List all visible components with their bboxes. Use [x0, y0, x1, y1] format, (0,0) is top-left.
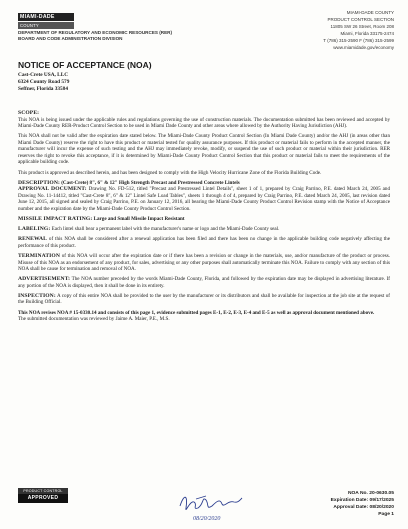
- office-line: Miami, Florida 33175-2474: [340, 31, 394, 36]
- reviewed-text: The submitted documentation was reviewed by Jaime A. Maier, P.E., M.S.: [18, 316, 170, 323]
- revises-paragraph: [18, 310, 390, 323]
- document-body: [18, 110, 390, 326]
- inspection-text: A copy of this entire NOA shall be provided to the user by the manufacturer or its distributors and shall be available for inspection at the job site at the request of the Building Official.: [18, 292, 390, 306]
- miami-dade-logo: [18, 13, 74, 29]
- department-line-1: DEPARTMENT OF REGULATORY AND ECONOMIC RESOURCES (RER): [18, 30, 172, 35]
- seal-line-2: APPROVED: [18, 494, 68, 503]
- approval-date: Approval Date: 08/20/2020: [333, 505, 394, 510]
- revises-text: This NOA revises NOA # 15-0330.14 and consists of this page 1, evidence submitted pages E-1, E-2, E-3, E-4 and E-5 as well as approval document mentioned above.: [18, 309, 375, 316]
- logo-line-1: MIAMI-DADE: [18, 13, 74, 21]
- advertisement-paragraph: [18, 276, 390, 289]
- addressee-line: 6324 County Road 579: [18, 79, 70, 85]
- department-line-2: BOARD AND CODE ADMINISTRATION DIVISION: [18, 36, 123, 41]
- labeling-text: Each lintel shall bear a permanent label with the manufacturer's name or logo and the Miami-Dade County seal.: [51, 226, 280, 233]
- renewal-label: RENEWAL: [18, 236, 47, 243]
- approval-document-text: Drawing No. FD-512, titled "Precast and Prestressed Lintel Details", sheet 1 of 1, prepared by Craig Parrino, P.E. dated March 24, 2005 and Drawing No. 11-14412, titled "Cast-Crete 8", 6" & 12" Lintel Safe Load Tables", sheets 1 through 4 of 4, prepared by Craig Parrino, P.E. dated March 24, 2005, last revision dated June 12, 2015, all signed and sealed by Craig Parrino, P.E. on January 12, 2016, all bearing the Miami-Dade County Product Control Revision stamp with the Notice of Acceptance number and the expiration date by the Miami-Dade County Product Control Section.: [18, 186, 390, 212]
- office-line: T (786) 315-2590 F (786) 315-2599: [323, 38, 394, 43]
- scope-paragraph: [18, 110, 390, 130]
- renewal-paragraph: [18, 236, 390, 249]
- office-line: 11805 SW 26 Street, Room 208: [330, 24, 394, 29]
- renewal-text: of this NOA shall be considered after a renewal application has been filed and there has been no change in the applicable building code negatively affecting the performance of this product.: [18, 236, 390, 249]
- labeling-label: LABELING:: [18, 226, 51, 233]
- noa-number: NOA No. 20-0630.05: [347, 491, 394, 496]
- scope-text: This NOA is being issued under the applicable rules and regulations governing the use of construction materials. The documentation submitted has been reviewed and accepted by Miami-Dade County RER-Product Control Section to be used in Miami Dade County and other areas where allowed by the Authority Having Jurisdiction (AHJ).: [18, 116, 390, 130]
- approval-paragraph: This product is approved as described herein, and has been designed to comply with the High Velocity Hurricane Zone of the Florida Building Code.: [18, 169, 322, 176]
- seal-line-1: PRODUCT CONTROL: [18, 488, 68, 494]
- noa-number-block: [331, 490, 394, 518]
- page-number: Page 1: [378, 512, 394, 517]
- inspection-paragraph: [18, 293, 390, 306]
- description-title: (Cast-Crete) 8", 6" & 12" High Strength Precast and Prestressed Concrete Lintels: [61, 179, 240, 186]
- signature-scribble: [176, 490, 246, 524]
- description-paragraph: [18, 180, 390, 213]
- labeling-paragraph: [18, 226, 390, 233]
- approval-document-label: APPROVAL DOCUMENT:: [18, 186, 87, 193]
- inspection-label: INSPECTION:: [18, 292, 56, 299]
- office-line: MIAMI-DADE COUNTY: [346, 10, 394, 15]
- office-address-block: [274, 9, 394, 51]
- department-name: [18, 30, 172, 42]
- missile-label: MISSILE IMPACT RATING:: [18, 216, 93, 223]
- termination-paragraph: [18, 253, 390, 273]
- office-line: www.miamidade.gov/economy: [333, 45, 394, 50]
- signature-date: 08/20/2020: [193, 516, 221, 522]
- termination-label: TERMINATION: [18, 253, 61, 259]
- scope-label: SCOPE:: [18, 110, 40, 116]
- description-label: DESCRIPTION:: [18, 179, 60, 186]
- advertisement-label: ADVERTISEMENT:: [18, 276, 71, 283]
- logo-line-2: COUNTY: [18, 22, 74, 29]
- validity-paragraph: This NOA shall not be valid after the expiration date stated below. The Miami-Dade County Product Control Section (In Miami Dade County) and/or the AHJ (in areas other than Miami Dade County) reserve the right to have this product or material tested for quality assurance purposes. If this product or material fails to perform in the accepted manner, the manufacturer will incur the expense of such testing and the AHJ may immediately revoke, modify, or suspend the use of such product or material within their jurisdiction. RER reserves the right to revoke this acceptance, if it is determined by Miami-Dade County Product Control Section that this product or material fails to meet the requirements of the applicable building code.: [18, 133, 390, 166]
- addressee-line: Cast-Crete USA, LLC: [18, 72, 69, 78]
- missile-text: Large and Small Missile Impact Resistant: [93, 216, 185, 223]
- missile-paragraph: [18, 216, 390, 223]
- expiration-date: Expiration Date: 09/17/2025: [330, 498, 394, 503]
- termination-text: of this NOA will occur after the expiration date or if there has been a revision or change in the materials, use, and/or manufacture of the product or process. Misuse of this NOA as an endorsement of any product, for sales, advertising or any other purposes shall automatically terminate this NOA. Failure to comply with any section of this NOA shall be cause for termination and removal of NOA.: [18, 253, 390, 273]
- advertisement-text: The NOA number preceded by the words Miami-Dade County, Florida, and followed by the expiration date may be displayed in advertising literature. If any portion of the NOA is displayed, then it shall be done in its entirety.: [18, 276, 391, 289]
- product-control-seal: [18, 488, 68, 503]
- signature: [176, 490, 246, 524]
- addressee-line: Seffner, Florida 33584: [18, 86, 68, 92]
- addressee-block: [18, 72, 69, 93]
- office-line: PRODUCT CONTROL SECTION: [327, 17, 394, 22]
- document-title: NOTICE OF ACCEPTANCE (NOA): [18, 60, 152, 70]
